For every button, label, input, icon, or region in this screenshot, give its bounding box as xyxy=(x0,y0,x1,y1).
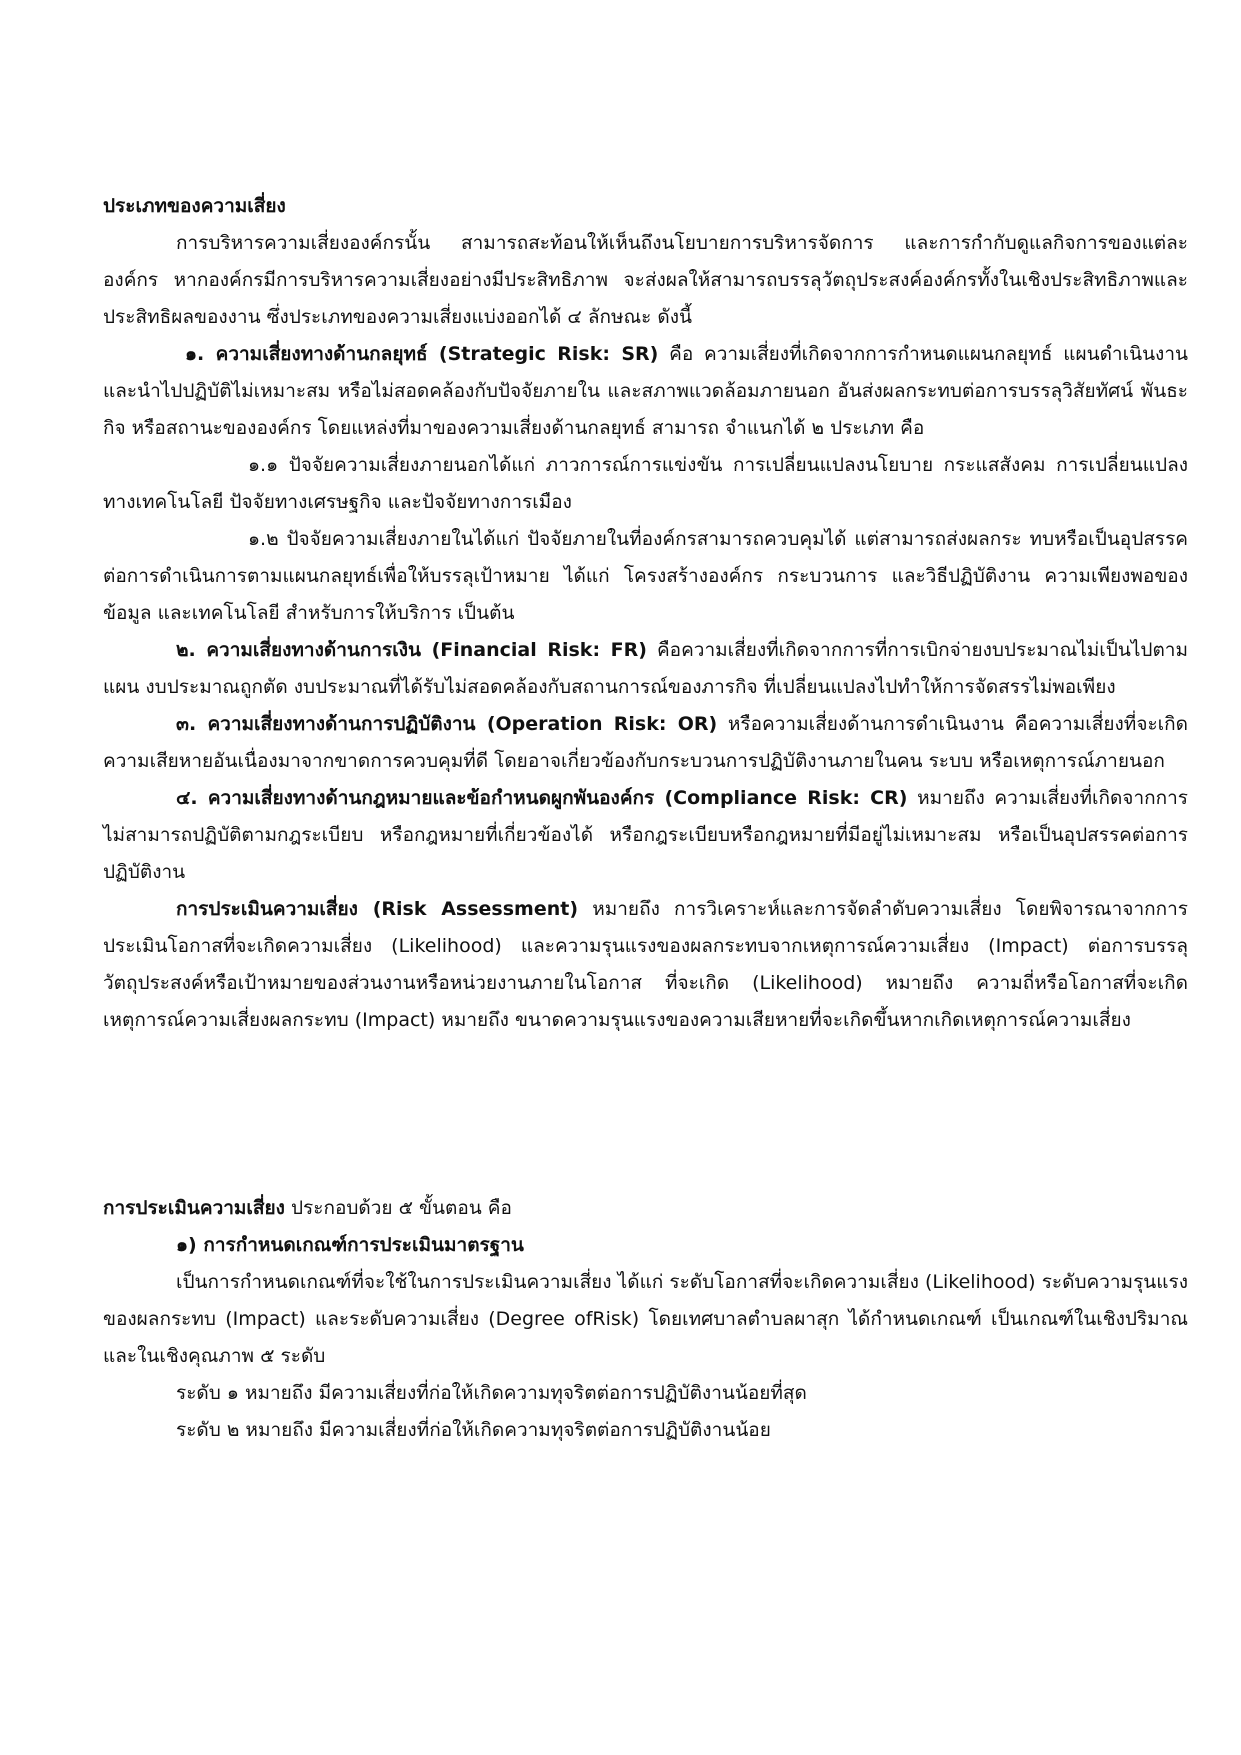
step1-heading: ๑) การกำหนดเกณฑ์การประเมินมาตรฐาน xyxy=(176,1234,524,1256)
risk-item-compliance-heading: ๔. ความเสี่ยงทางด้านกฎหมายและข้อกำหนดผูกพันองค์กร (Compliance Risk: CR) xyxy=(176,787,908,809)
assessment-title-rest: ประกอบด้วย ๕ ขั้นตอน คือ xyxy=(284,1197,512,1219)
level-2-line: ระดับ ๒ หมายถึง มีความเสี่ยงที่ก่อให้เกิดความทุจริตต่อการปฏิบัติงานน้อย xyxy=(176,1419,771,1441)
assessment-title: การประเมินความเสี่ยง xyxy=(103,1197,285,1219)
section-title-risk-types: ประเภทของความเสี่ยง xyxy=(103,195,286,217)
section-title-assessment xyxy=(103,1190,1188,1227)
section-spacer xyxy=(103,1039,1188,1190)
intro-paragraph: การบริหารความเสี่ยงองค์กรนั้น สามารถสะท้อนให้เห็นถึงนโยบายการบริหารจัดการ และการกำกับดูแลกิจการของแต่ละองค์กร หากองค์กรมีการบริหารความเสี่ยงอย่างมีประสิทธิภาพ จะส่งผลให้สามารถบรรลุวัตถุประสงค์องค์กรทั้งในเชิงประสิทธิภาพและประสิทธิผลของงาน ซึ่งประเภทของความเสี่ยงแบ่งออกได้ ๔ ลักษณะ ดังนี้ xyxy=(103,232,1188,328)
risk-item-strategic-text: คือ ความเสี่ยงที่เกิดจากการกำหนดแผนกลยุทธ์ แผนดำเนินงานและนำไปปฏิบัติไม่เหมาะสม หรือไม่สอดคล้องกับปัจจัยภายใน และสภาพแวดล้อมภายนอก อันส่งผลกระทบต่อการบรรลุวิสัยทัศน์ พันธะกิจ หรือสถานะขององค์กร โดยแหล่งที่มาของความเสี่ยงด้านกลยุทธ์ สามารถ จำแนกได้ ๒ ประเภท คือ xyxy=(103,343,1188,439)
risk-item-financial-heading: ๒. ความเสี่ยงทางด้านการเงิน (Financial Risk: FR) xyxy=(176,639,647,661)
risk-subitem-external: ๑.๑ ปัจจัยความเสี่ยงภายนอกได้แก่ ภาวการณ์การแข่งขัน การเปลี่ยนแปลงนโยบาย กระแสสังคม การเปลี่ยนแปลงทางเทคโนโลยี ปัจจัยทางเศรษฐกิจ และปัจจัยทางการเมือง xyxy=(103,454,1188,513)
risk-item-strategic xyxy=(103,336,1188,447)
risk-assessment-text: หมายถึง การวิเคราะห์และการจัดลำดับความเสี่ยง โดยพิจารณาจากการประเมินโอกาสที่จะเกิดความเสี่ยง (Likelihood) และความรุนแรงของผลกระทบจากเหตุการณ์ความเสี่ยง (Impact) ต่อการบรรลุวัตถุประสงค์หรือเป้าหมายของส่วนงานหรือหน่วยงานภายในโอกาส ที่จะเกิด (Likelihood) หมายถึง ความถี่หรือโอกาสที่จะเกิดเหตุการณ์ความเสี่ยงผลกระทบ (Impact) หมายถึง ขนาดความรุนแรงของความเสียหายที่จะเกิดขึ้นหากเกิดเหตุการณ์ความเสี่ยง xyxy=(103,898,1188,1031)
risk-item-operation-heading: ๓. ความเสี่ยงทางด้านการปฏิบัติงาน (Operation Risk: OR) xyxy=(176,713,718,735)
risk-subitem-internal: ๑.๒ ปัจจัยความเสี่ยงภายในได้แก่ ปัจจัยภายในที่องค์กรสามารถควบคุมได้ แต่สามารถส่งผลกระ ทบหรือเป็นอุปสรรคต่อการดำเนินการตามแผนกลยุทธ์เพื่อให้บรรลุเป้าหมาย ได้แก่ โครงสร้างองค์กร กระบวนการ และวิธีปฏิบัติงาน ความเพียงพอของข้อมูล และเทคโนโลยี สำหรับการให้บริการ เป็นต้น xyxy=(103,528,1188,624)
risk-assessment-definition xyxy=(103,891,1188,1039)
risk-item-financial xyxy=(103,632,1188,706)
risk-item-operation-text: หรือความเสี่ยงด้านการดำเนินงาน คือความเสี่ยงที่จะเกิดความเสียหายอันเนื่องมาจากขาดการควบคุมที่ดี โดยอาจเกี่ยวข้องกับกระบวนการปฏิบัติงานภายในคน ระบบ หรือเหตุการณ์ภายนอก xyxy=(103,713,1188,772)
risk-assessment-heading: การประเมินความเสี่ยง (Risk Assessment) xyxy=(176,898,579,920)
level-1-line: ระดับ ๑ หมายถึง มีความเสี่ยงที่ก่อให้เกิดความทุจริตต่อการปฏิบัติงานน้อยที่สุด xyxy=(176,1382,807,1404)
risk-item-operation xyxy=(103,706,1188,780)
step1-paragraph: เป็นการกำหนดเกณฑ์ที่จะใช้ในการประเมินความเสี่ยง ได้แก่ ระดับโอกาสที่จะเกิดความเสี่ยง (Likelihood) ระดับความรุนแรงของผลกระทบ (Impact) และระดับความเสี่ยง (Degree ofRisk) โดยเทศบาลตำบลผาสุก ได้กำหนดเกณฑ์ เป็นเกณฑ์ในเชิงปริมาณและในเชิงคุณภาพ ๕ ระดับ xyxy=(103,1271,1188,1367)
document-page xyxy=(103,188,1188,1449)
risk-item-compliance xyxy=(103,780,1188,891)
risk-item-compliance-text: หมายถึง ความเสี่ยงที่เกิดจากการไม่สามารถปฏิบัติตามกฎระเบียบ หรือกฎหมายที่เกี่ยวข้องได้ หรือกฎระเบียบหรือกฎหมายที่มีอยู่ไม่เหมาะสม หรือเป็นอุปสรรคต่อการปฏิบัติงาน xyxy=(103,787,1188,883)
risk-item-strategic-heading: ๑. ความเสี่ยงทางด้านกลยุทธ์ (Strategic Risk: SR) xyxy=(185,343,659,365)
risk-item-financial-text: คือความเสี่ยงที่เกิดจากการที่การเบิกจ่ายงบประมาณไม่เป็นไปตามแผน งบประมาณถูกตัด งบประมาณที่ได้รับไม่สอดคล้องกับสถานการณ์ของภารกิจ ที่เปลี่ยนแปลงไปทำให้การจัดสรรไม่พอเพียง xyxy=(103,639,1188,698)
